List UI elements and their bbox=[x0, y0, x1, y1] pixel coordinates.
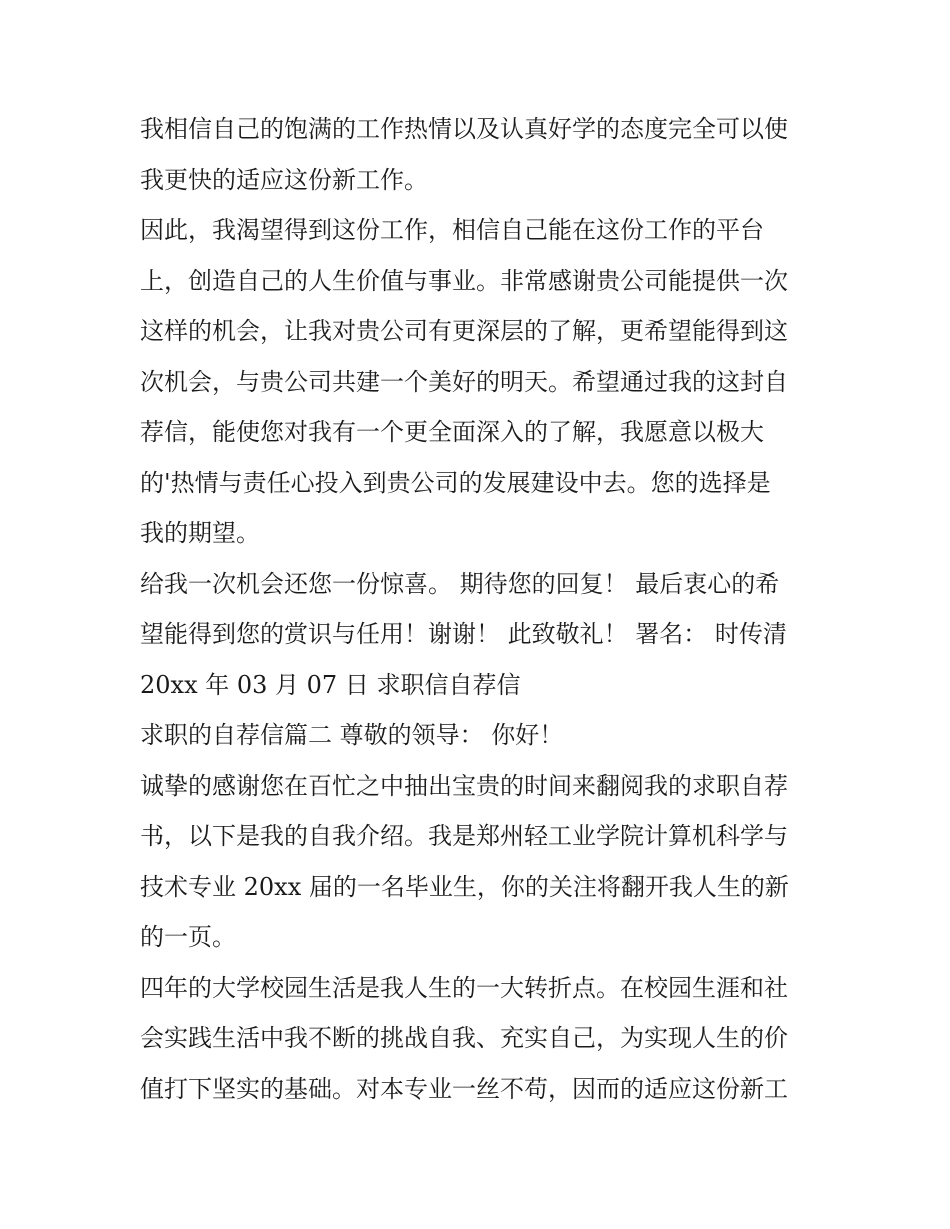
text-line: 书，以下是我的自我介绍。我是郑州轻工业学院计算机科学与 bbox=[140, 822, 788, 850]
text-line: 的'热情与责任心投入到贵公司的发展建设中去。您的选择是 bbox=[140, 468, 771, 497]
text-line: 因此，我渴望得到这份工作，相信自己能在这份工作的平台 bbox=[140, 216, 764, 244]
text-line: 会实践生活中我不断的挑战自我、充实自己，为实现人生的价 bbox=[140, 1024, 788, 1052]
text-line: 这样的机会，让我对贵公司有更深层的了解，更希望能得到这 bbox=[140, 317, 788, 345]
text-line: 我的期望。 bbox=[140, 519, 260, 547]
text-line: 给我一次机会还您一份惊喜。 期待您的回复！ 最后衷心的希 bbox=[140, 569, 780, 598]
document-body bbox=[140, 104, 820, 1114]
text-line: 的一页。 bbox=[140, 923, 236, 951]
text-line: 上，创造自己的人生价值与事业。非常感谢贵公司能提供一次 bbox=[140, 266, 788, 295]
text-line: 技术专业 20xx 届的一名毕业生，你的关注将翻开我人生的新 bbox=[140, 872, 789, 901]
text-line: 我更快的适应这份新工作。 bbox=[140, 165, 428, 194]
text-line: 诚挚的感谢您在百忙之中抽出宝贵的时间来翻阅我的求职自荐 bbox=[140, 771, 788, 800]
text-line: 荐信，能使您对我有一个更全面深入的了解，我愿意以极大 bbox=[140, 418, 764, 446]
text-line: 值打下坚实的基础。对本专业一丝不苟，因而的适应这份新工 bbox=[140, 1074, 788, 1103]
text-line: 我相信自己的饱满的工作热情以及认真好学的态度完全可以使 bbox=[140, 115, 788, 143]
text-line: 次机会，与贵公司共建一个美好的明天。希望通过我的这封自 bbox=[140, 367, 788, 396]
text-line: 四年的大学校园生活是我人生的一大转折点。在校园生涯和社 bbox=[140, 973, 788, 1002]
date-line: 20xx 年 03 月 07 日 求职信自荐信 bbox=[140, 670, 521, 699]
section-heading-line: 求职的自荐信篇二 尊敬的领导： 你好！ bbox=[140, 721, 564, 749]
text-line: 望能得到您的赏识与任用！谢谢！ 此致敬礼！ 署名： 时传清 bbox=[140, 620, 787, 648]
